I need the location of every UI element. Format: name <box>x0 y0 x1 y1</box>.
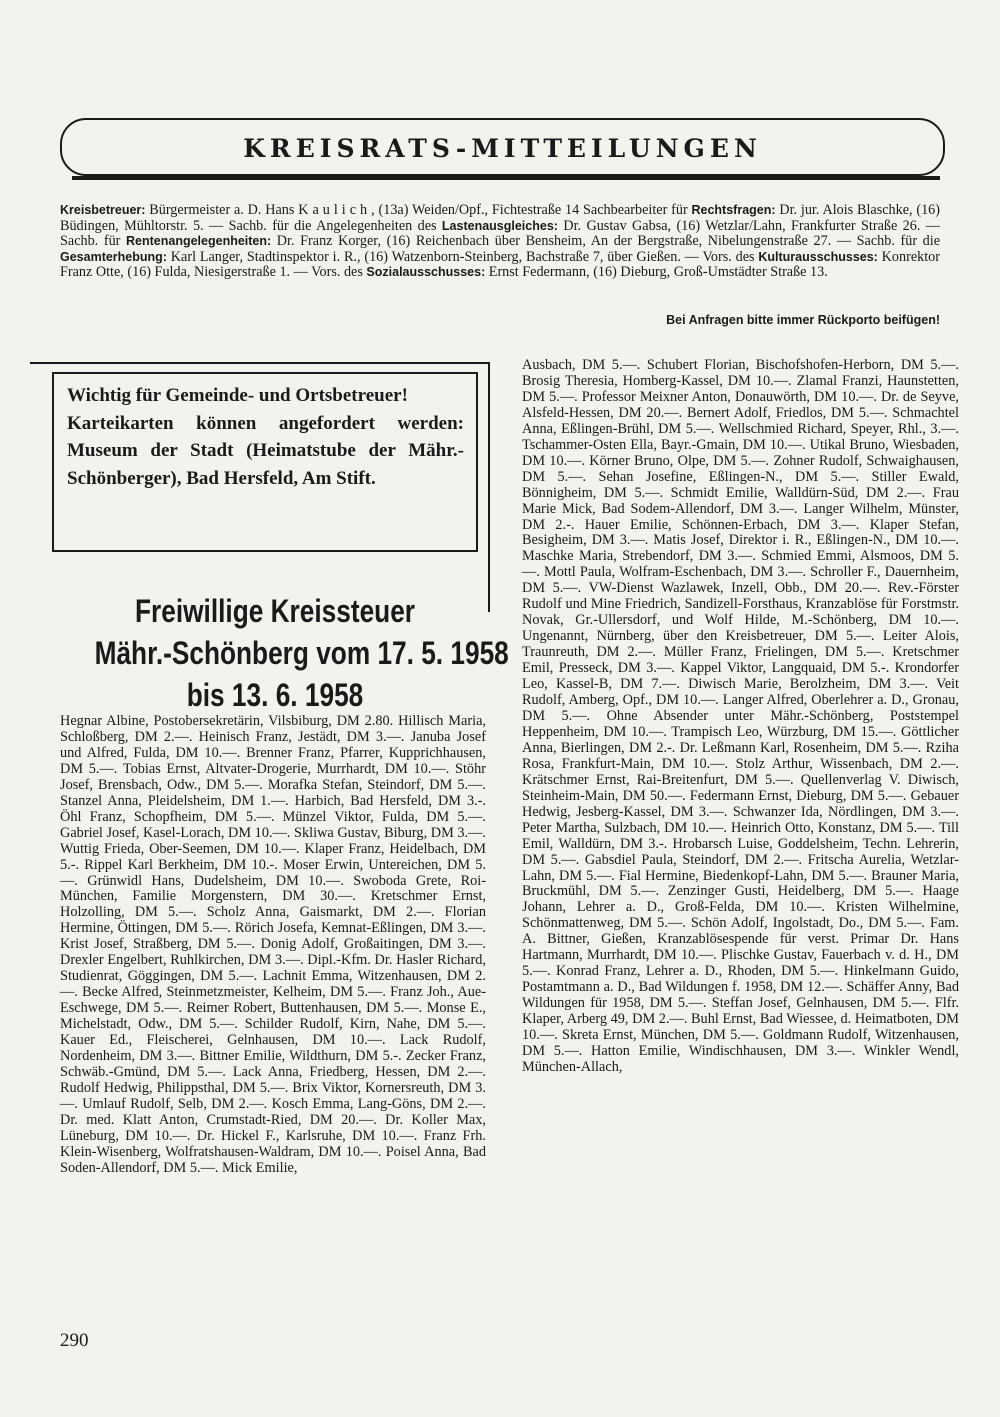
notice-box <box>52 372 478 552</box>
article-title-line-1: Freiwillige Kreissteuer <box>134 593 416 629</box>
kreis-text: Ernst Federmann, (16) Dieburg, Groß-Umstädter Straße 13. <box>485 264 828 281</box>
article-title-line-2: Mähr.-Schönberg vom 17. 5. 1958 <box>94 635 509 671</box>
notice-headline: Wichtig für Gemeinde- und Ortsbetreuer! <box>67 385 408 406</box>
page-title: KREISRATS-MITTEILUNGEN <box>243 134 762 163</box>
column-divider <box>488 362 490 612</box>
article-title <box>94 590 509 716</box>
kreis-info-block <box>60 203 940 281</box>
label-kreisbetreuer: Kreisbetreuer: <box>60 203 146 217</box>
notice-body: Karteikarten können angefordert werden: Museum der Stadt (Heimatstube der Mähr.-Schönberger), Bad Hersfeld, Am Stift. <box>67 412 464 489</box>
header-banner <box>60 118 945 176</box>
label-gesamterhebung: Gesamterhebung: <box>60 249 167 264</box>
kreis-text: Konrektor Franz Otte, (16) Fulda, Niesigerstraße 1. — Vors. des <box>60 248 940 281</box>
rueckporto-note: Bei Anfragen bitte immer Rückporto beifügen! <box>666 313 940 327</box>
kreis-name: Kaulich <box>298 202 372 218</box>
kreis-text: Dr. jur. Alois Blaschke, (16) Büdingen, Mühltorstr. 5. — Sachb. für die Angelegenheiten des <box>60 202 940 234</box>
kreis-text: Bürgermeister a. D. Hans <box>145 202 299 218</box>
donor-list-right-column: Ausbach, DM 5.—. Schubert Florian, Bischofshofen-Herborn, DM 5.—. Brosig Theresia, Homberg-Kassel, DM 10.—. Zlamal Franzi, Haunstetten, DM 5.—. Professor Meixner Anton, Donauwörth, DM 10.—. Dr. de Seyve, Alsfeld-Hessen, DM 20.—. Bernert Adolf, Friedlos, DM 5.—. Schmachtel Anna, Eßlingen-Brühl, DM 5.—. Wellschmied Richard, Speyer, Rhl., 3.—. Tschammer-Osten Ella, Bayr.-Gmain, DM 10.—. Utikal Bruno, Wiesbaden, DM 10.—. Körner Bruno, Olpe, DM 5.—. Zohner Rudolf, Schwaighausen, DM 5.—. Sehan Josefine, Eßlingen-N., DM 5.—. Stiller Ewald, Bönnigheim, DM 5.—. Schmidt Emilie, Walldürn-Süd, DM 2.—. Frau Marie Mick, Bad Sodem-Allendorf, DM 3.—. Langer Wilhelm, Münster, DM 2.-. Hauer Emilie, Schönnen-Erbach, DM 3.—. Klaper Stefan, Besigheim, DM 3.—. Matis Josef, Direktor i. R., Eßlingen-N., DM 10.—. Maschke Maria, Strebendorf, DM 3.—. Schmied Emmi, Alsmoos, DM 5.—. Mottl Paula, Wolfram-Eschenbach, DM 3.—. Schroller F., Dauernheim, DM 5.—. VW-Dienst Wazlawek, Inzell, Obb., DM 20.—. Rev.-Förster Rudolf und Mine Friedrich, Sandizell-Forsthaus, Kranzablöse für Forstmstr. Novak, Gr.-Ullersdorf, und Wolf Hilde, M.-Schönberg, DM 10.—. Ungenannt, Nürnberg, über den Kreisbetreuer, DM 5.—. Leiter Alois, Traunreuth, DM 2.—. Müller Franz, Frielingen, DM 5.—. Kretschmer Emil, Presseck, DM 3.—. Kappel Viktor, Langquaid, DM 5.-. Krondorfer Leo, Kassel-B, DM 7.—. Diwisch Marie, Berolzheim, DM 3.—. Veit Rudolf, Amberg, Opf., DM 10.—. Langer Alfred, Oberlehrer a. D., Gronau, DM 5.—. Ohne Absender unter Mähr.-Schönberg, Poststempel Heppenheim, DM 10.—. Trampisch Leo, Würzburg, DM 15.—. Göttlicher Anna, Bierlingen, DM 2.-. Dr. Leßmann Karl, Rosenheim, DM 5.—. Rziha Rosa, Frankfurt-Main, DM 10.—. Stolz Arthur, Wissenbach, DM 2.—. Krätschmer Ernst, Rai-Breitenfurt, DM 5.—. Quellenverlag V. Diwisch, Steinheim-Main, DM 50.—. Federmann Ernst, Dieburg, DM 5.—. Gebauer Hedwig, Jesberg-Kassel, DM 3.—. Schwanzer Ida, Nördlingen, DM 3.—. Peter Martha, Sulzbach, DM 10.—. Heinrich Otto, Konstanz, DM 5.—. Till Emil, Walldürn, DM 3.-. Hrobarsch Luise, Goddelsheim, Techn. Lehrerin, DM 5.—. Gabsdiel Paula, Steindorf, DM 2.—. Fritscha Aurelia, Wetzlar-Lahn, DM 5.—. Fial Hermine, Biedenkopf-Lahn, DM 5.—. Brauner Maria, Bruckmühl, DM 5.—. Zenzinger Gusti, Heidelberg, DM 5.—. Haage Johann, Lehrer a. D., Groß-Felda, DM 10.—. Kristen Wilhelmine, Schönmattenweg, DM 5.—. Schön Adolf, Ingolstadt, Do., DM 5.—. Fam. A. Bittner, Gießen, Kranzablösespende für verst. Primar Dr. Hans Hartmann, Murrhardt, DM 10.—. Plischke Gustav, Fauerbach v. d. H., DM 5.—. Konrad Franz, Lehrer a. D., Rhoden, DM 5.—. Hinkelmann Guido, Postamtmann a. D., Bad Wildungen f. 1958, DM 12.—. Schäffer Anny, Bad Wildungen für 1958, DM 5.—. Steffan Josef, Gelnhausen, DM 5.—. Flfr. Klaper, Arberg 49, DM 2.—. Buhl Ernst, Bad Wiessee, d. Heimatboten, DM 10.—. Skreta Ernst, München, DM 5.—. Goldmann Rudolf, Witzenhausen, DM 5.—. Hatton Emilie, Windischhausen, DM 3.—. Winkler Wendl, München-Allach, <box>522 357 959 1075</box>
kreis-text: , (13a) Weiden/Opf., Fichtestraße 14 Sachbearbeiter für <box>371 202 692 218</box>
kreis-text: Dr. Gustav Gabsa, (16) Wetzlar/Lahn, Frankfurter Straße 26. — Sachb. für <box>60 217 940 250</box>
header-underline <box>72 176 940 180</box>
label-sozial: Sozialausschusses: <box>366 265 486 280</box>
label-lastenausgleich: Lastenausgleiches: <box>441 218 558 233</box>
page-number: 290 <box>60 1330 89 1351</box>
donor-list-left-column: Hegnar Albine, Postobersekretärin, Vilsbiburg, DM 2.80. Hillisch Maria, Schloßberg, DM 2.—. Heinisch Franz, Jestädt, DM 3.—. Januba Josef und Alfred, Fulda, DM 10.—. Brenner Franz, Pfarrer, Kupprichhausen, DM 5.—. Tobias Ernst, Altvater-Drogerie, Murrhardt, DM 10.—. Stöhr Josef, Brensbach, Odw., DM 5.—. Morafka Stefan, Steindorf, DM 5.—. Stanzel Anna, Pleidelsheim, DM 1.—. Harbich, Bad Hersfeld, DM 3.-. Öhl Franz, Schopfheim, DM 5.—. Münzel Viktor, Fulda, DM 5.—. Gabriel Josef, Kasel-Lorach, DM 10.—. Skliwa Gustav, Biburg, DM 3.—. Wuttig Frieda, Ober-Seemen, DM 10.—. Klaper Franz, Heidelbach, DM 5.-. Rippel Karl Berkheim, DM 10.-. Moser Erwin, Untereichen, DM 5.—. Grünwidl Hans, Dudelsheim, DM 10.—. Swoboda Grete, Roi-München, Familie Morgenstern, DM 30.—. Kretschmer Ernst, Holzolling, DM 5.—. Scholz Anna, Gaismarkt, DM 2.—. Florian Hermine, Öttingen, DM 5.—. Rörich Josefa, Kemnat-Eßlingen, DM 3.—. Krist Josef, Straßberg, DM 5.—. Donig Adolf, Großaitingen, DM 3.—. Drexler Engelbert, Ruhlkirchen, DM 3.—. Dipl.-Kfm. Dr. Hasler Richard, Studienrat, Göggingen, DM 5.—. Lachnit Emma, Witzenhausen, DM 2.—. Becke Alfred, Steinmetzmeister, Kelheim, DM 5.—. Franz Joh., Aue-Eschwege, DM 5.—. Reimer Robert, Buttenhausen, DM 5.—. Monse E., Michelstadt, Odw., DM 5.—. Schilder Rudolf, Kirn, Nahe, DM 5.—. Kauer Ed., Fleischerei, Gelnhausen, DM 10.—. Lack Rudolf, Nordenheim, DM 3.—. Bittner Emilie, Wildthurn, DM 5.-. Zecker Franz, Schwäb.-Gmünd, DM 5.—. Lack Anna, Friedberg, Hessen, DM 2.—. Rudolf Hedwig, Philippsthal, DM 5.—. Brix Viktor, Kornersreuth, DM 3.—. Umlauf Rudolf, Selb, DM 2.—. Kosch Emma, Lang-Göns, DM 2.—. Dr. med. Klatt Anton, Crumstadt-Ried, DM 20.—. Dr. Koller Max, Lüneburg, DM 10.—. Dr. Hickel F., Karlsruhe, DM 10.—. Franz Frh. Klein-Wisenberg, Wolfratshausen-Waldram, DM 10.—. Poisel Anna, Bad Soden-Allendorf, DM 5.—. Mick Emilie, <box>60 713 486 1176</box>
label-rechtsfragen: Rechtsfragen: <box>691 203 776 217</box>
kreis-text: Karl Langer, Stadtinspektor i. R., (16) Watzenborn-Steinberg, Bachstraße 7, über Gießen. — Vors. des <box>166 248 759 265</box>
article-title-line-3: bis 13. 6. 1958 <box>186 677 364 713</box>
label-renten: Rentenangelegenheiten: <box>126 234 272 249</box>
label-kultur: Kulturausschusses: <box>758 249 878 264</box>
kreis-text: Dr. Franz Korger, (16) Reichenbach über Bensheim, An der Bergstraße, Nibelungenstraße 27. — Sachb. für die <box>271 233 940 250</box>
left-column-rule <box>30 362 488 364</box>
